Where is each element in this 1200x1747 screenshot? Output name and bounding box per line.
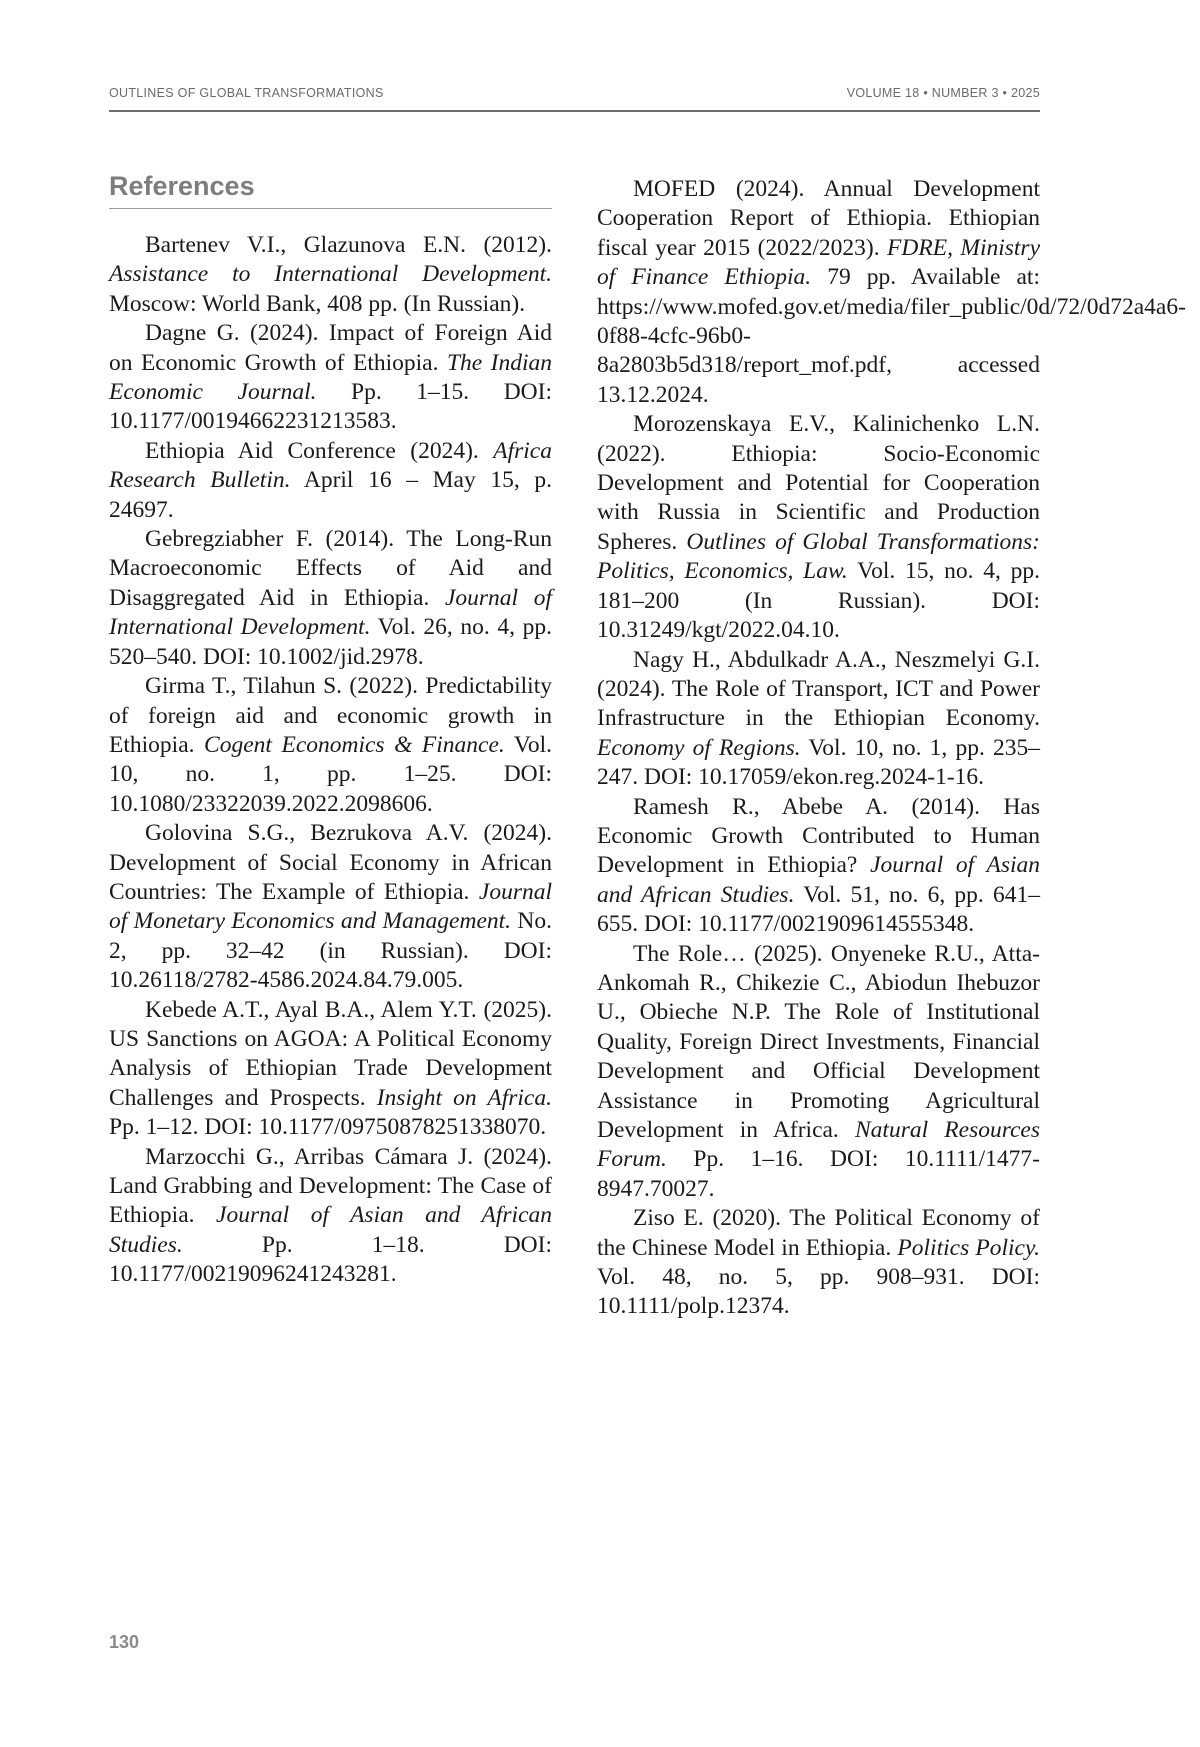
reference-details: Vol. 10, no. 1, pp. 235–247. DOI: 10.17059/ekon.reg.2024-1-16. [597, 734, 1040, 791]
reference-entry [597, 410, 1040, 645]
reference-source: Natural Resources Forum. [597, 1117, 1040, 1173]
reference-entry [597, 646, 1040, 793]
left-column [109, 170, 552, 1290]
reference-entry [109, 996, 552, 1143]
reference-details: Vol. 51, no. 6, pp. 641–655. DOI: 10.1177/0021909614555348. [597, 881, 1040, 938]
reference-details: Pp. 1–18. DOI: 10.1177/00219096241243281. [109, 1231, 552, 1288]
reference-text: Bartenev V.I., Glazunova E.N. (2012). [145, 232, 552, 258]
reference-list-left [109, 231, 552, 1290]
reference-text: Golovina S.G., Bezrukova A.V. (2024). Development of Social Economy in African Countries: The Example of Ethiopia. [109, 820, 552, 905]
references-heading: References [109, 170, 552, 209]
reference-text: Morozenskaya E.V., Kalinichenko L.N. (2022). Ethiopia: Socio-Economic Development and Potential for Cooperation with Russia in Scientific and Production Spheres. [597, 411, 1040, 555]
reference-text: Nagy H., Abdulkadr A.A., Neszmelyi G.I. (2024). The Role of Transport, ICT and Power Infrastructure in the Ethiopian Economy. [597, 646, 1040, 732]
reference-details: Moscow: World Bank, 408 pp. (In Russian). [109, 290, 526, 317]
reference-details: Vol. 10, no. 1, pp. 1–25. DOI: 10.1080/23322039.2022.2098606. [109, 731, 553, 817]
reference-source: Politics Policy. [897, 1234, 1040, 1261]
reference-details: No. 2, pp. 32–42 (in Russian). DOI: 10.26118/2782-4586.2024.84.79.005. [109, 908, 552, 994]
reference-text: Ramesh R., Abebe A. (2014). Has Economic Growth Contributed to Human Development in Ethiopia? [597, 793, 1040, 879]
reference-text: Dagne G. (2024). Impact of Foreign Aid on Economic Growth of Ethiopia. [109, 320, 552, 376]
journal-title: OUTLINES OF GLOBAL TRANSFORMATIONS [109, 86, 384, 100]
reference-details: 79 pp. Available at: https://www.mofed.gov.et/media/filer_public/0d/72/0d72a4a6-0f88-4cfc-96b0-8a2803b5d318/report_mof.pdf, accessed 13.12.2024. [597, 264, 1186, 408]
reference-details: Vol. 26, no. 4, pp. 520–540. DOI: 10.1002/jid.2978. [109, 614, 552, 670]
reference-text: Ziso E. (2020). The Political Economy of the Chinese Model in Ethiopia. [597, 1205, 1040, 1261]
reference-source: The Indian Economic Journal. [109, 349, 552, 406]
right-column [597, 175, 1186, 1322]
reference-details: Vol. 48, no. 5, pp. 908–931. DOI: 10.1111/polp.12374. [597, 1264, 1040, 1320]
reference-source: Economy of Regions. [597, 734, 801, 761]
reference-source: Cogent Economics & Finance. [204, 731, 505, 758]
reference-source: Outlines of Global Transformations: Politics, Economics, Law. [597, 528, 1040, 585]
reference-source: Journal of Asian and African Studies. [597, 852, 1040, 908]
reference-text: Marzocchi G., Arribas Cámara J. (2024). Land Grabbing and Development: The Case of Ethiopia. [109, 1143, 552, 1229]
reference-source: Assistance to International Development. [109, 261, 552, 288]
reference-text: Kebede A.T., Ayal B.A., Alem Y.T. (2025). US Sanctions on AGOA: A Political Economy Analysis of Ethiopian Trade Development Challenges and Prospects. [109, 996, 552, 1111]
reference-entry [109, 319, 552, 437]
reference-entry [597, 1204, 1040, 1322]
reference-entry [109, 1143, 552, 1290]
reference-source: Africa Research Bulletin. [109, 437, 552, 494]
reference-entry [597, 793, 1040, 940]
reference-details: April 16 – May 15, p. 24697. [109, 467, 553, 523]
reference-entry [109, 437, 552, 525]
reference-text: MOFED (2024). Annual Development Cooperation Report of Ethiopia. Ethiopian fiscal year 2015 (2022/2023). [597, 176, 1040, 261]
reference-source: Journal of Asian and African Studies. [109, 1202, 552, 1258]
reference-source: Journal of Monetary Economics and Management. [109, 878, 552, 935]
reference-entry [109, 231, 552, 319]
reference-entry [109, 819, 552, 995]
reference-details: Pp. 1–15. DOI: 10.1177/00194662231213583. [109, 379, 552, 435]
reference-entry [597, 175, 1186, 410]
reference-entry [597, 940, 1040, 1205]
page-number: 130 [109, 1632, 140, 1652]
reference-details: Pp. 1–12. DOI: 10.1177/09750878251338070. [109, 1114, 547, 1141]
issue-info: VOLUME 18 • NUMBER 3 • 2025 [846, 86, 1040, 100]
reference-source: Journal of International Development. [109, 584, 552, 641]
reference-entry [109, 672, 552, 819]
reference-text: The Role… (2025). Onyeneke R.U., Atta-Ankomah R., Chikezie C., Abiodun Ihebuzor U., Obieche N.P. The Role of Institutional Quality, Foreign Direct Investments, Financial Development and Official Development Assistance in Promoting Agricultural Development in Africa. [597, 940, 1040, 1143]
reference-text: Ethiopia Aid Conference (2024). [145, 437, 494, 464]
reference-list-right [597, 175, 1186, 1322]
reference-details: Pp. 1–16. DOI: 10.1111/1477-8947.70027. [597, 1146, 1040, 1202]
reference-entry [109, 525, 552, 672]
reference-source: FDRE, Ministry of Finance Ethiopia. [597, 234, 1041, 291]
reference-text: Girma T., Tilahun S. (2022). Predictability of foreign aid and economic growth in Ethiopia. [109, 673, 552, 758]
running-head [109, 84, 1040, 112]
reference-details: Vol. 15, no. 4, pp. 181–200 (In Russian). DOI: 10.31249/kgt/2022.04.10. [597, 558, 1040, 644]
reference-text: Gebregziabher F. (2014). The Long-Run Macroeconomic Effects of Aid and Disaggregated Aid in Ethiopia. [109, 526, 552, 611]
reference-source: Insight on Africa. [376, 1084, 552, 1111]
